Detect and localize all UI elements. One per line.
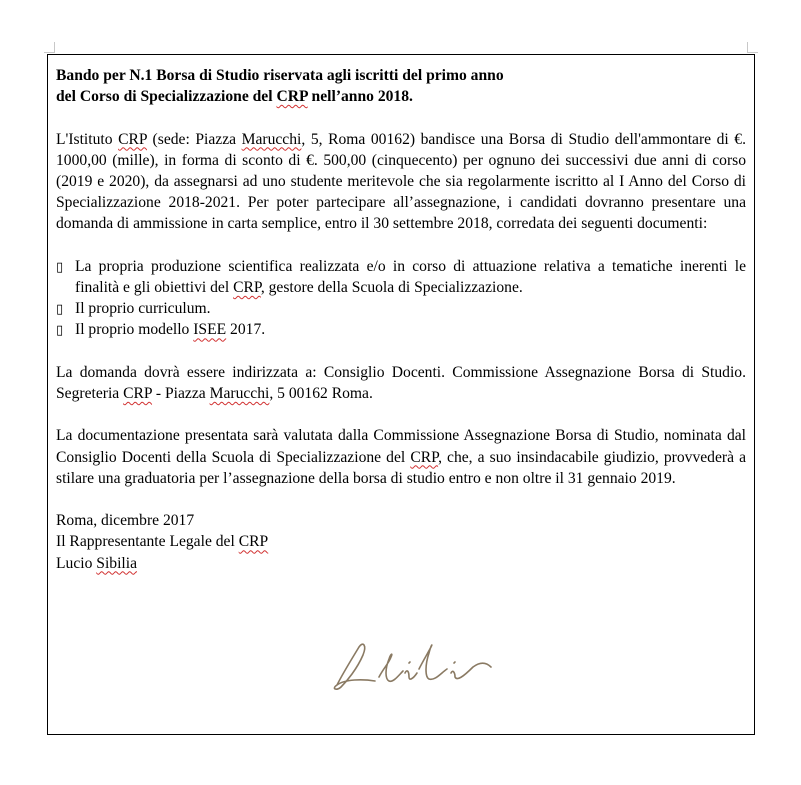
signature-stroke: [451, 663, 491, 678]
signatory-role: [56, 531, 746, 552]
signature-stroke: [379, 654, 403, 681]
bullet-glyph-icon: ▯: [56, 322, 64, 338]
list-item-text: [75, 256, 746, 298]
paragraph-submission: [56, 362, 746, 404]
title-line-2-end: nell’anno 2018.: [307, 88, 413, 106]
text-run: 2017.: [226, 321, 266, 339]
text-run: La propria produzione scientifica realizzata e/o in corso di attuazione relativa a tematiche inerenti le finalità e gli obiettivi del: [75, 257, 746, 296]
spellcheck-word[interactable]: CRP: [410, 448, 439, 466]
spellcheck-word[interactable]: CRP: [233, 279, 261, 296]
spellcheck-word[interactable]: Sibilia: [96, 554, 138, 572]
bullet-glyph-icon: ▯: [56, 258, 64, 274]
list-item: [56, 256, 746, 298]
blank-line: [56, 107, 746, 128]
text-run: (sede: Piazza: [147, 130, 242, 148]
spellcheck-word[interactable]: ISEE: [193, 321, 227, 339]
signature-stroke: [405, 671, 417, 679]
paragraph-announcement: [56, 129, 746, 235]
text-run: La documentazione presentata sarà valutata dalla Commissione Assegnazione Borsa di Studio, nominata dal Consiglio Docenti della Scuola di Specializzazione del: [56, 427, 746, 466]
text-run: , 5, Roma 00162) bandisce una Borsa di Studio dell'ammontare di €. 1000,00 (mille), in forma di sconto di €. 500,00 (cinquecento) per ognuno dei successivi due anni di corso (2019 e 2020), da assegnarsi ad uno studente meritevole che sia regolarmente iscritto al I Anno del Corso di Specializzazione 2018-2021. Per poter partecipare all’assegnazione, i candidati dovranno presentare una domanda di ammissione in carta semplice, entro il 30 settembre 2018, corredata dei seguenti documenti:: [56, 130, 747, 233]
list-item: [56, 319, 746, 340]
blank-line: [56, 489, 746, 510]
text-run: La domanda dovrà essere indirizzata a: Consiglio Docenti. Commissione Assegnazione Borsa di Studio. Segreteria: [56, 363, 746, 402]
text-run: , gestore della Scuola di Specializzazione.: [260, 279, 523, 296]
spellcheck-word[interactable]: Marucchi: [209, 385, 270, 402]
text-run: , che, a suo insindacabile giudizio, provvederà a stilare una graduatoria per l’assegnazione della borsa di studio entro e non oltre il 31 gennaio 2019.: [56, 448, 747, 487]
text-run: Lucio: [56, 554, 97, 572]
page-margin-corner-top-right: [747, 42, 758, 53]
text-run: - Piazza: [152, 385, 210, 402]
place-date: Roma, dicembre 2017: [56, 512, 195, 530]
spellcheck-word[interactable]: CRP: [238, 533, 269, 551]
handwritten-signature-image: [323, 633, 503, 703]
list-item: [56, 298, 746, 319]
spellcheck-word[interactable]: Marucchi: [241, 130, 302, 148]
text-run: Il proprio modello: [75, 321, 194, 339]
spellcheck-word[interactable]: CRP: [118, 130, 147, 148]
signature-stroke: [409, 662, 410, 663]
spellcheck-word[interactable]: CRP: [276, 88, 308, 106]
document-frame: [47, 54, 755, 735]
title-line-2: del Corso di Specializzazione del: [56, 88, 277, 106]
signature-stroke: [334, 644, 375, 689]
list-item-text: [75, 319, 746, 340]
spellcheck-word[interactable]: CRP: [123, 385, 153, 402]
blank-line: [56, 235, 746, 256]
signatory-name: [56, 553, 746, 574]
text-run: , 5 00162 Roma.: [269, 385, 373, 402]
bullet-glyph-icon: ▯: [56, 301, 64, 317]
signature-stroke: [419, 645, 447, 679]
text-run: Il Rappresentante Legale del: [56, 533, 239, 551]
signature-stroke: [454, 662, 455, 663]
page-margin-corner-top-left: [44, 42, 55, 53]
document-title: [56, 65, 746, 107]
blank-line: [56, 404, 746, 425]
blank-line: [56, 341, 746, 362]
document-body[interactable]: [56, 65, 746, 574]
title-line-1: Bando per N.1 Borsa di Studio riservata agli iscritti del primo anno: [56, 67, 504, 84]
paragraph-evaluation: [56, 425, 746, 489]
text-run: L'Istituto: [56, 130, 119, 148]
list-item-text: Il proprio curriculum.: [75, 300, 211, 318]
